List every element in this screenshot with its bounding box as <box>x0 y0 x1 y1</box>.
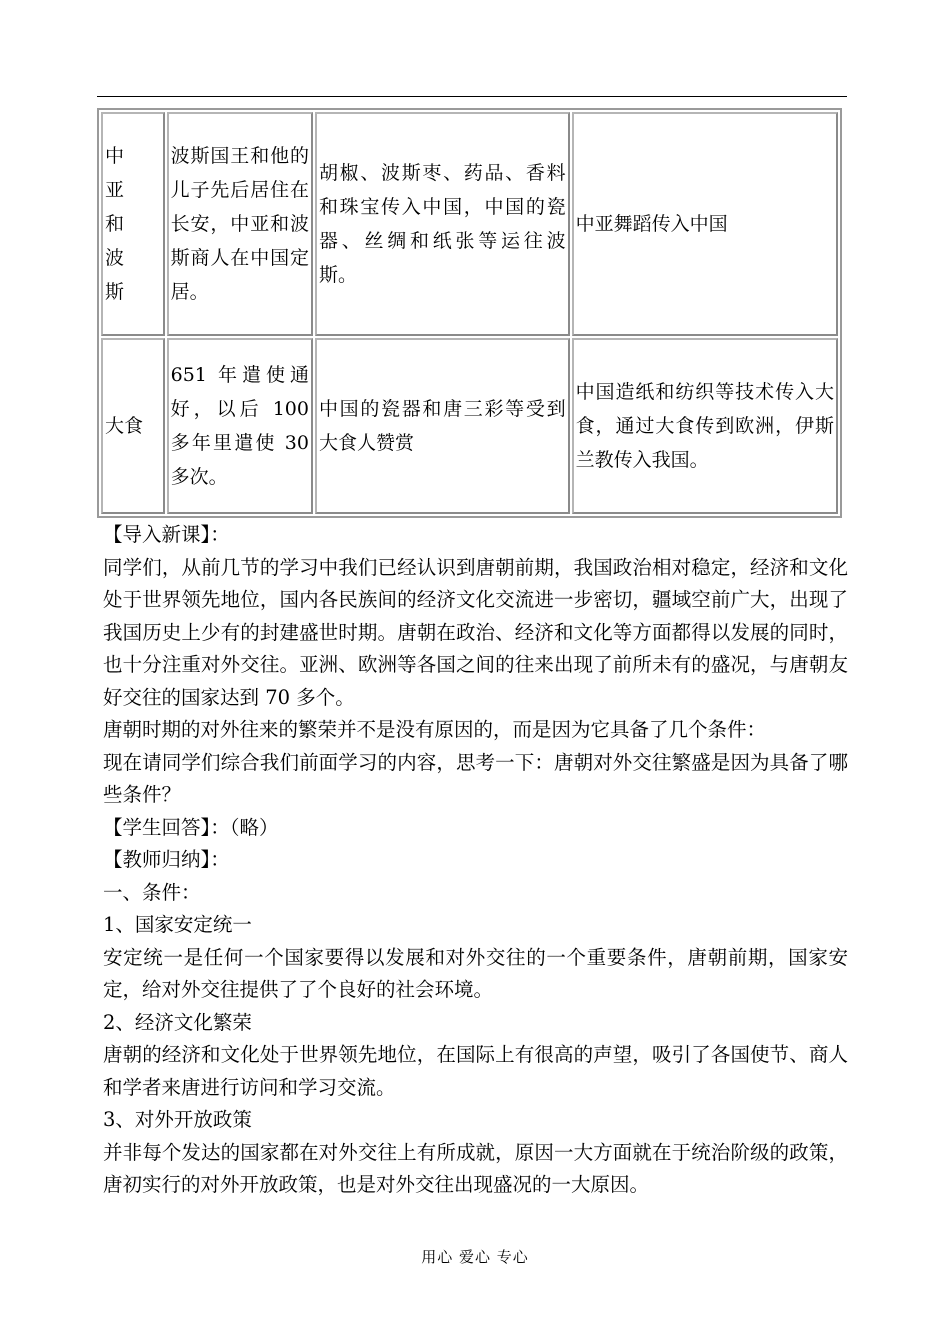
paragraph: 唐朝时期的对外往来的繁荣并不是没有原因的，而是因为它具备了几个条件： <box>103 718 767 741</box>
subheading: 2、经济文化繁荣 <box>103 1010 252 1034</box>
goods-cell: 胡椒、波斯枣、药品、香料和珠宝传入中国，中国的瓷器、丝绸和纸张等运往波斯。 <box>315 112 570 336</box>
lesson-body <box>103 519 848 1202</box>
page-footer: 用心 爱心 专心 <box>421 1248 529 1266</box>
region-text: 和 波 <box>105 213 139 269</box>
paragraph: 现在请同学们综合我们前面学习的内容，思考一下：唐朝对外交往繁盛是因为具备了哪些条件？ <box>103 750 848 806</box>
paragraph: 同学们，从前几节的学习中我们已经认识到唐朝前期，我国政治相对稳定，经济和文化处于世界领先地位，国内各民族间的经济文化交流进一步密切，疆域空前广大，出现了我国历史上少有的封建盛世时期。唐朝在政治、经济和文化等方面都得以发展的同时，也十分注重对外交往。亚洲、欧洲等各国之间的往来出现了前所未有的盛况，与唐朝友好交往的国家达到 70 多个。 <box>103 555 848 709</box>
subheading: 3、对外开放政策 <box>103 1108 252 1131</box>
goods-cell: 中国的瓷器和唐三彩等受到大食人赞赏 <box>315 338 570 514</box>
region-cell <box>101 112 165 336</box>
paragraph: 并非每个发达的国家都在对外交往上有所成就，原因一大方面就在于统治阶级的政策，唐初实行的对外开放政策，也是对外交往出现盛况的一大原因。 <box>103 1140 848 1196</box>
table-row <box>101 338 838 514</box>
region-text: 中 亚 <box>105 145 139 201</box>
region-cell: 大食 <box>101 338 165 514</box>
paragraph: 唐朝的经济和文化处于世界领先地位，在国际上有很高的声望，吸引了各国使节、商人和学者来唐进行访问和学习交流。 <box>103 1043 848 1099</box>
people-cell: 651 年遣使通好，以后 100 多年里遣使 30 多次。 <box>167 338 313 514</box>
subheading: 1、国家安定统一 <box>103 913 252 936</box>
header-rule <box>97 96 847 97</box>
section-heading: 【教师归纳】： <box>103 848 230 871</box>
section-heading: 【学生回答】：（略） <box>103 815 279 839</box>
people-cell: 波斯国王和他的儿子先后居住在长安，中亚和波斯商人在中国定居。 <box>167 112 313 336</box>
region-text: 斯 <box>105 281 125 303</box>
section-heading: 【导入新课】： <box>103 523 230 546</box>
culture-cell: 中国造纸和纺织等技术传入大食，通过大食传到欧洲，伊斯兰教传入我国。 <box>572 338 838 514</box>
subheading: 一、条件： <box>103 880 201 904</box>
exchange-table <box>97 108 842 518</box>
paragraph: 安定统一是任何一个国家要得以发展和对外交往的一个重要条件，唐朝前期，国家安定，给对外交往提供了了个良好的社会环境。 <box>103 945 848 1001</box>
table-row <box>101 112 838 336</box>
culture-cell: 中亚舞蹈传入中国 <box>572 112 838 336</box>
